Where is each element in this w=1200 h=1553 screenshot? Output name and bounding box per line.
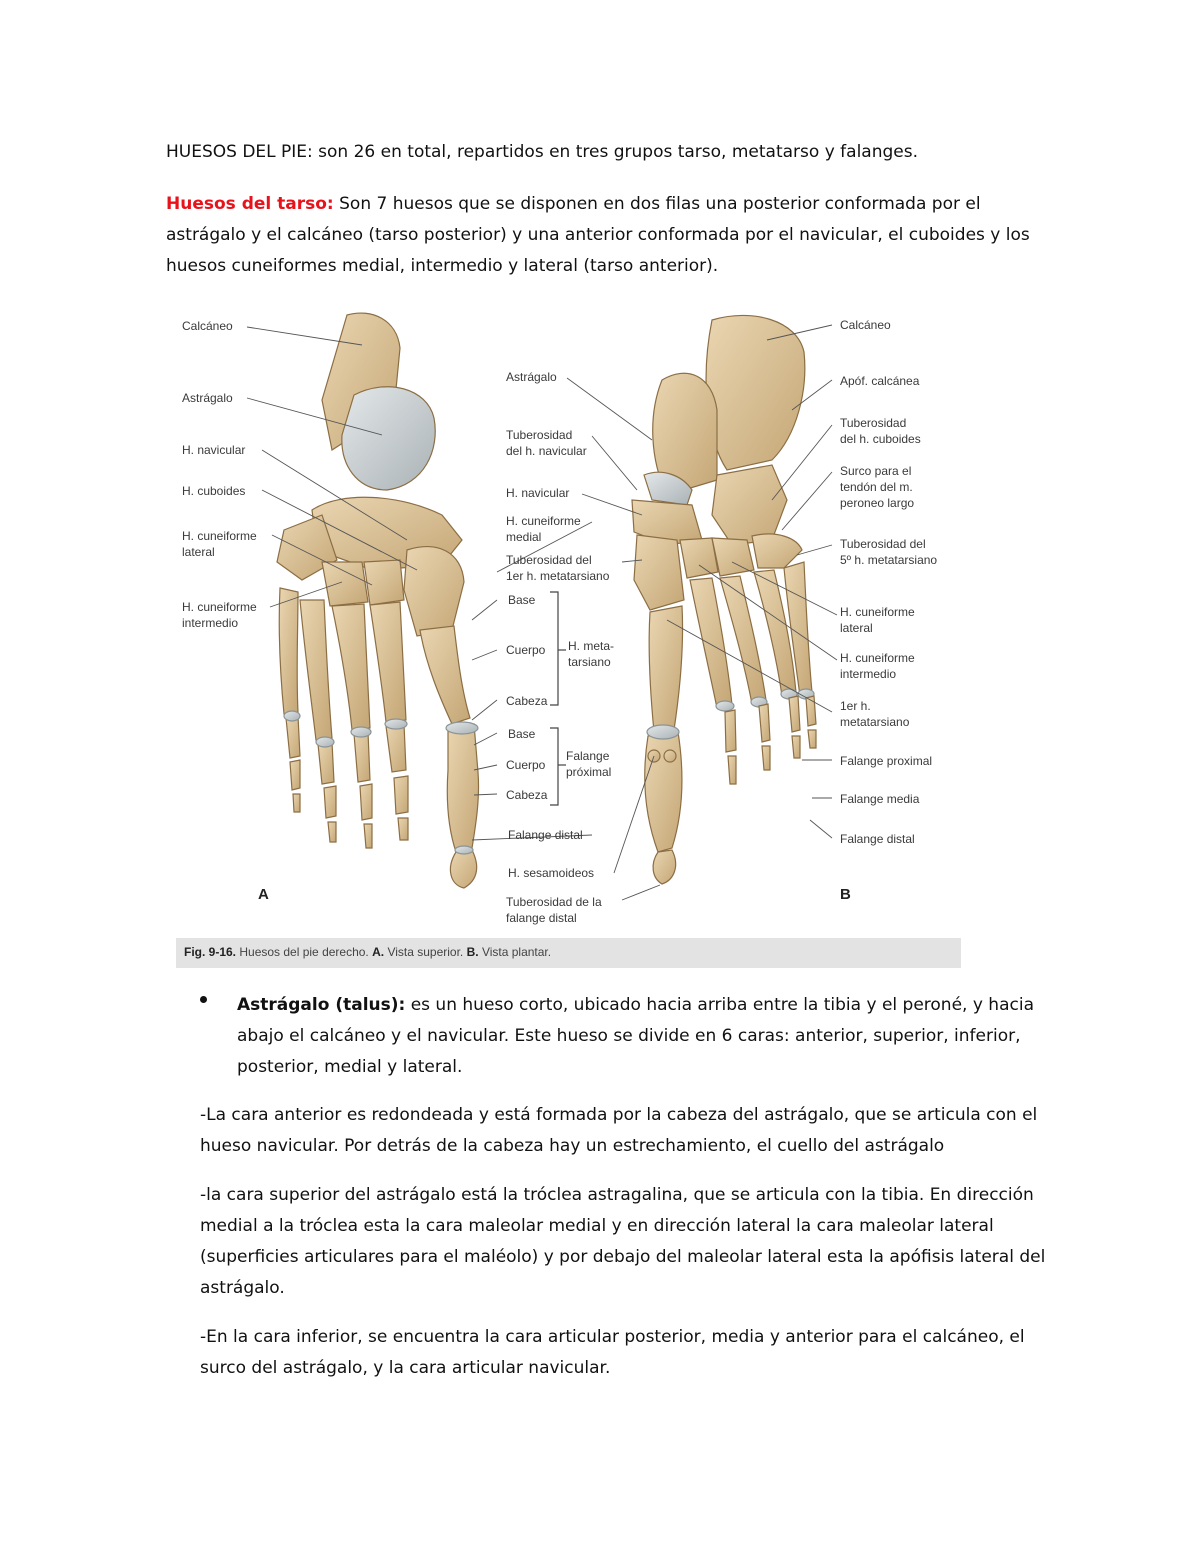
panel-letter-a: A bbox=[258, 886, 269, 903]
caption-title: Huesos del pie derecho. bbox=[236, 945, 373, 959]
label-tuberosidad-5-metatarsiano: Tuberosidad del 5º h. metatarsiano bbox=[840, 537, 938, 567]
label-cuerpo-falange: Cuerpo bbox=[506, 758, 546, 772]
label-tuberosidad-navicular: Tuberosidad del h. navicular bbox=[506, 428, 587, 458]
label-apofisis-calcanea: Apóf. calcánea bbox=[840, 374, 920, 388]
label-hueso-metatarsiano: H. meta- tarsiano bbox=[568, 639, 615, 669]
label-cuerpo-metatarsiano: Cuerpo bbox=[506, 643, 546, 657]
bullet-astragalo-text bbox=[237, 990, 1037, 1083]
label-tuberosidad-falange-distal: Tuberosidad de la falange distal bbox=[506, 895, 602, 925]
label-sesamoideos: H. sesamoideos bbox=[508, 866, 595, 880]
label-cuneiforme-intermedio-a: H. cuneiforme intermedio bbox=[182, 600, 257, 630]
label-tuberosidad-1-metatarsiano: Tuberosidad del 1er h. metatarsiano bbox=[506, 553, 610, 583]
panel-letter-b: B bbox=[840, 886, 851, 903]
label-navicular-center: H. navicular bbox=[506, 486, 570, 500]
paragraph-cara-superior: -la cara superior del astrágalo está la tróclea astragalina, que se articula con la tibia. En dirección medial a la tróclea esta la cara maleolar medial y en dirección lateral la cara maleolar lateral (superficies articulares para el maléolo) y por debajo del maleolar lateral esta la apófisis lateral del astrágalo. bbox=[200, 1185, 1046, 1298]
tarso-paragraph bbox=[166, 189, 1046, 282]
label-astragalo-a: Astrágalo bbox=[182, 391, 233, 405]
label-falange-distal-b: Falange distal bbox=[840, 832, 915, 846]
foot-plantar-view bbox=[632, 315, 816, 884]
label-cabeza-falange: Cabeza bbox=[506, 788, 548, 802]
bullet-term: Astrágalo (talus): bbox=[237, 995, 406, 1015]
label-cuboides-a: H. cuboides bbox=[182, 484, 246, 498]
caption-fig-number: Fig. 9-16. bbox=[184, 945, 237, 959]
bullet-description: es un hueso corto, ubicado hacia arriba entre la tibia y el peroné, y hacia abajo el calcáneo y el navicular. Este hueso se divide en 6 caras: anterior, superior, inferior, posterior, medial y lateral. bbox=[237, 995, 1034, 1077]
label-cuneiforme-medial: H. cuneiforme medial bbox=[506, 514, 581, 544]
label-astragalo-center: Astrágalo bbox=[506, 370, 557, 384]
tarso-heading: Huesos del tarso: bbox=[166, 194, 334, 214]
label-surco-peroneo: Surco para el tendón del m. peroneo largo bbox=[840, 464, 915, 510]
label-falange-proximal-b: Falange proximal bbox=[840, 754, 933, 768]
caption-b-text: Vista plantar. bbox=[478, 945, 552, 959]
foot-superior-view bbox=[277, 313, 479, 888]
label-cuneiforme-intermedio-b: H. cuneiforme intermedio bbox=[840, 651, 915, 681]
caption-a-text: Vista superior. bbox=[384, 945, 467, 959]
label-base-metatarsiano: Base bbox=[508, 593, 536, 607]
label-cuneiforme-lateral-a: H. cuneiforme lateral bbox=[182, 529, 257, 559]
label-navicular-a: H. navicular bbox=[182, 443, 246, 457]
figure-caption bbox=[176, 938, 961, 968]
paragraph-cara-anterior: -La cara anterior es redondeada y está formada por la cabeza del astrágalo, que se articula con el hueso navicular. Por detrás de la cabeza hay un estrechamiento, el cuello del astrágalo bbox=[200, 1105, 1038, 1156]
label-calcaneo-b: Calcáneo bbox=[840, 318, 891, 332]
label-base-falange: Base bbox=[508, 727, 536, 741]
intro-paragraph: HUESOS DEL PIE: son 26 en total, repartidos en tres grupos tarso, metatarso y falanges. bbox=[166, 142, 918, 162]
label-tuberosidad-cuboides: Tuberosidad del h. cuboides bbox=[840, 416, 921, 446]
tarso-text: Son 7 huesos que se disponen en dos filas una posterior conformada por el astrágalo y el calcáneo (tarso posterior) y una anterior conformada por el navicular, el cuboides y los huesos cuneiformes medial, intermedio y lateral (tarso anterior). bbox=[166, 194, 1030, 276]
label-cuneiforme-lateral-b: H. cuneiforme lateral bbox=[840, 605, 915, 635]
label-1-metatarsiano-b: 1er h. metatarsiano bbox=[840, 699, 910, 729]
paragraph-cara-inferior: -En la cara inferior, se encuentra la cara articular posterior, media y anterior para el calcáneo, el surco del astrágalo, y la cara articular navicular. bbox=[200, 1327, 1025, 1378]
brackets bbox=[550, 592, 566, 805]
bullet-icon bbox=[200, 996, 207, 1003]
foot-bones-figure bbox=[172, 300, 962, 970]
caption-b: B. bbox=[466, 945, 479, 959]
label-falange-proximal-center: Falange próximal bbox=[566, 749, 612, 779]
caption-a: A. bbox=[372, 945, 385, 959]
label-falange-media-b: Falange media bbox=[840, 792, 920, 806]
label-falange-distal-center: Falange distal bbox=[508, 828, 583, 842]
label-calcaneo-a: Calcáneo bbox=[182, 319, 233, 333]
label-cabeza-metatarsiano: Cabeza bbox=[506, 694, 548, 708]
